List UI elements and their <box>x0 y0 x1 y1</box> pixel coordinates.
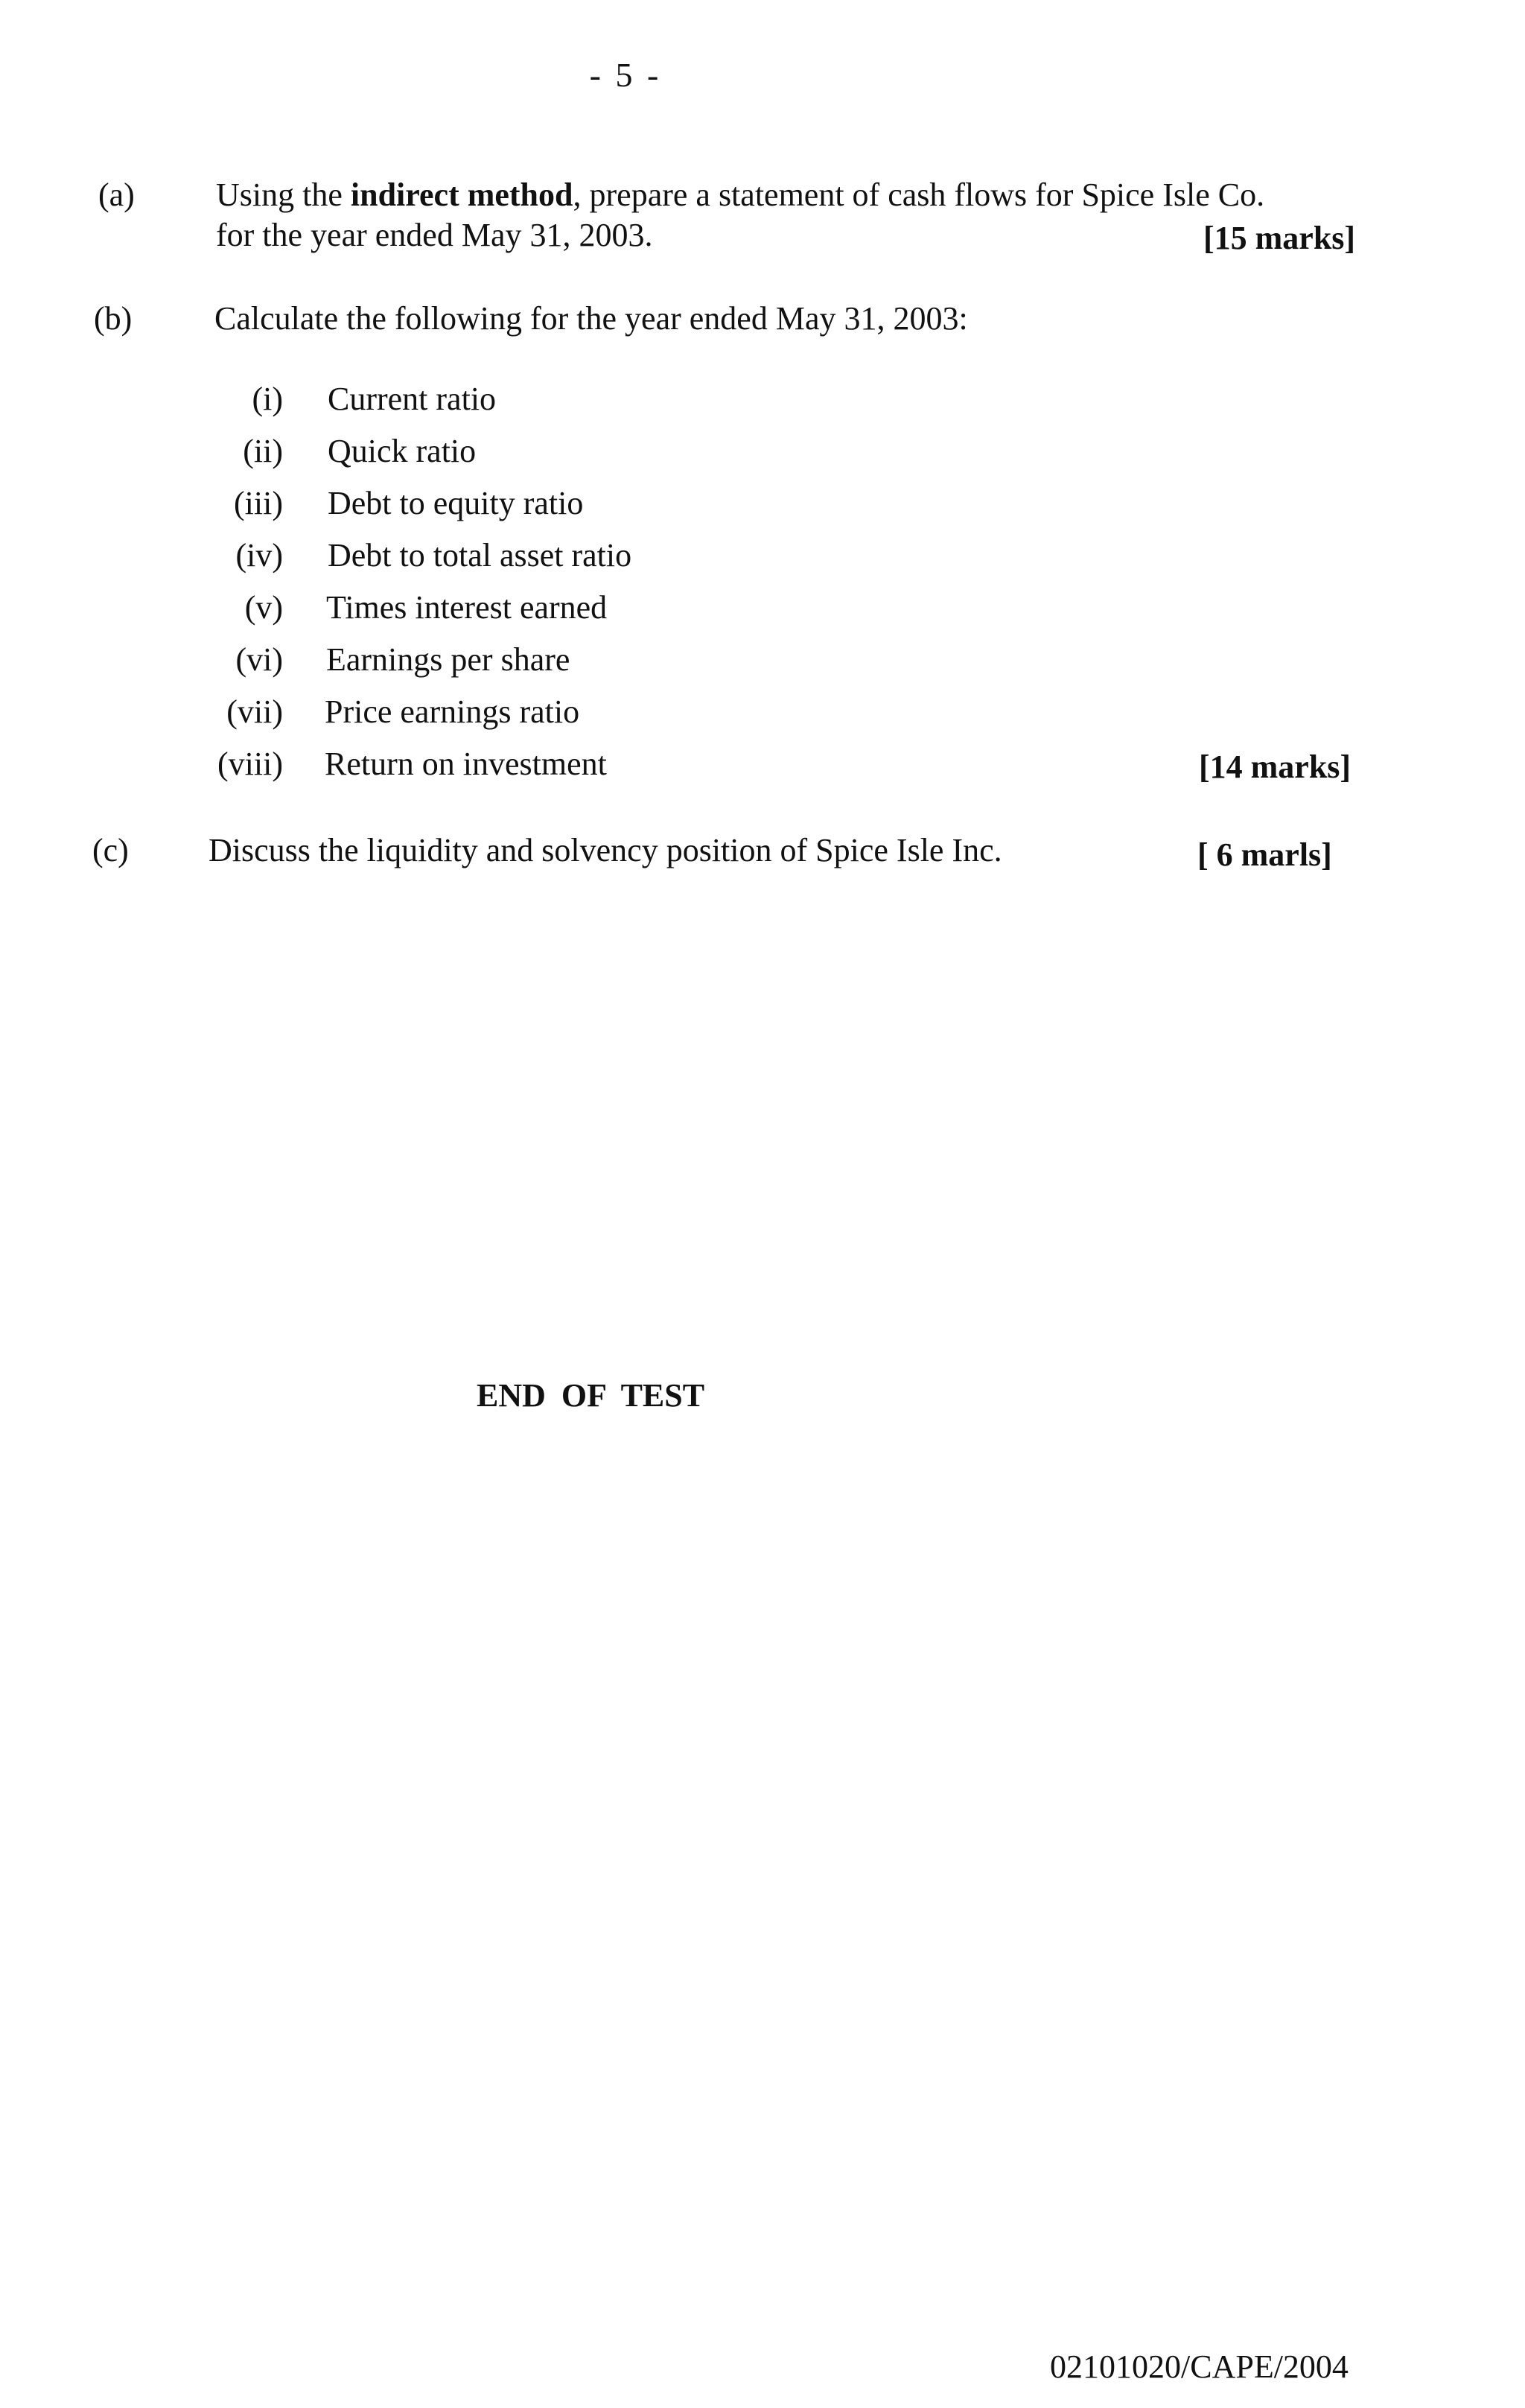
item-vii-text: Price earnings ratio <box>325 693 580 730</box>
part-a-line1 <box>216 174 1264 216</box>
part-a-label: (a) <box>98 177 135 213</box>
item-iii-text: Debt to equity ratio <box>328 485 584 521</box>
part-a-line2: for the year ended May 31, 2003. <box>216 217 653 253</box>
item-viii-num: (viii) <box>217 746 283 782</box>
part-a-line1-post: , prepare a statement of cash flows for Spice Isle Co. <box>573 177 1265 213</box>
part-b-label: (b) <box>94 300 133 337</box>
item-i-text: Current ratio <box>328 381 497 417</box>
part-c-text: Discuss the liquidity and solvency position of Spice Isle Inc. <box>208 832 1002 868</box>
part-c-marks: [ 6 marls] <box>1197 836 1332 873</box>
footer-code: 02101020/CAPE/2004 <box>1050 2348 1349 2385</box>
item-viii-text: Return on investment <box>325 746 607 782</box>
part-a-line1-pre: Using the <box>216 177 351 213</box>
part-c-label: (c) <box>92 832 129 868</box>
item-iv-text: Debt to total asset ratio <box>328 537 632 574</box>
part-b-marks: [14 marks] <box>1199 749 1352 785</box>
item-v-num: (v) <box>244 589 283 626</box>
item-iii-num: (iii) <box>234 485 283 521</box>
item-ii-text: Quick ratio <box>328 433 477 469</box>
part-a-line1-bold: indirect method <box>350 177 573 213</box>
item-i-num: (i) <box>252 381 283 417</box>
item-vii-num: (vii) <box>226 693 283 730</box>
end-of-test: END OF TEST <box>477 1377 705 1414</box>
item-vi-num: (vi) <box>235 641 283 678</box>
part-b-intro: Calculate the following for the year ended May 31, 2003: <box>214 300 968 337</box>
part-a-marks: [15 marks] <box>1203 220 1356 256</box>
item-ii-num: (ii) <box>243 433 283 469</box>
page-number: - 5 - <box>589 56 662 94</box>
item-v-text: Times interest earned <box>326 589 608 626</box>
item-vi-text: Earnings per share <box>326 641 570 678</box>
item-iv-num: (iv) <box>235 537 283 574</box>
